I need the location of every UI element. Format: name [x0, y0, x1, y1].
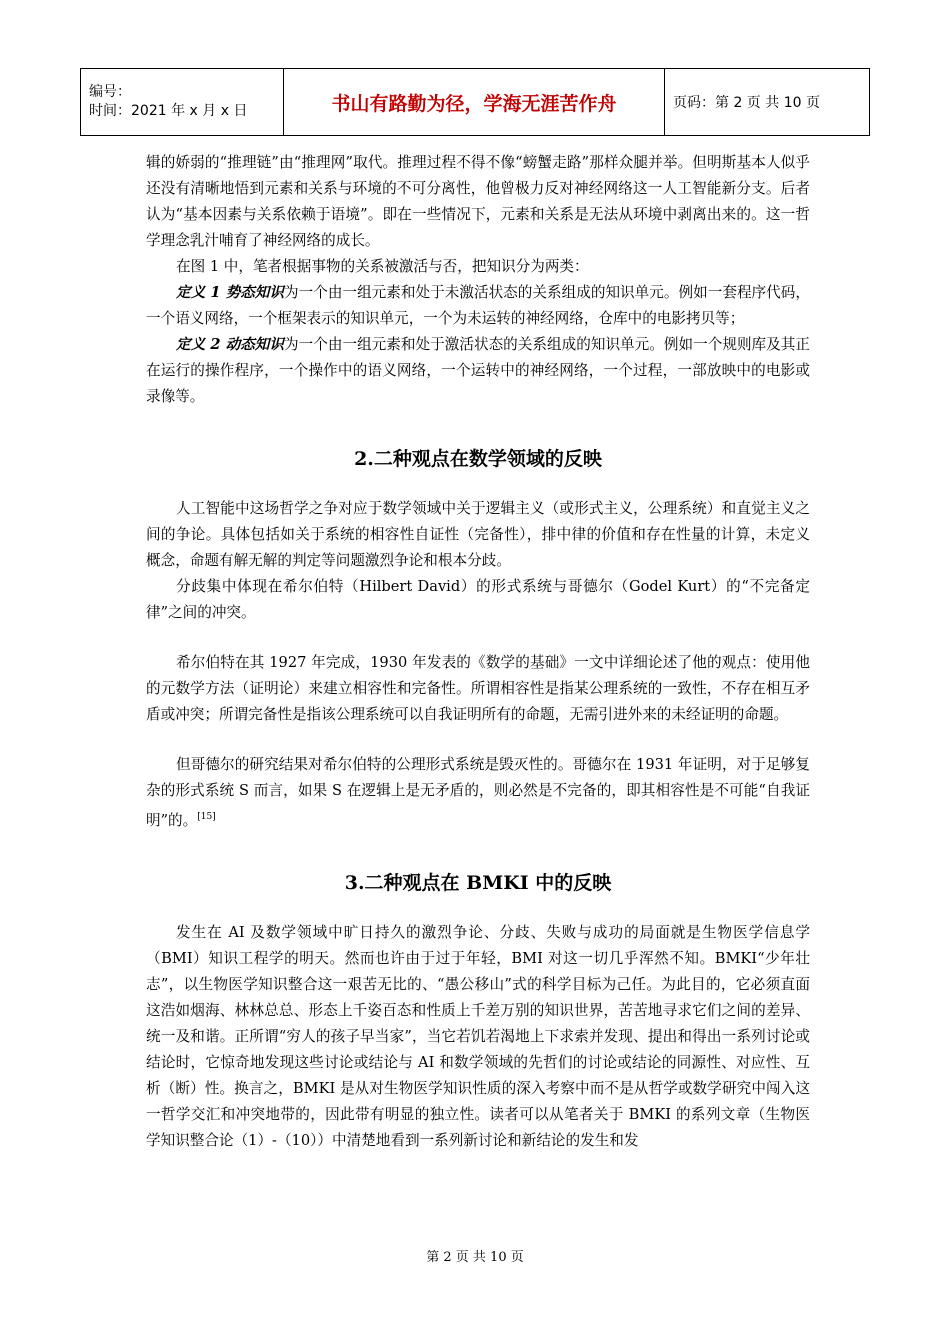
- definition-term: 定义 1 势态知识: [176, 284, 285, 301]
- paragraph: 希尔伯特在其 1927 年完成，1930 年发表的《数学的基础》一文中详细论述了他的观点：使用他的元数学方法（证明论）来建立相容性和完备性。所谓相容性是指某公理系统的一致性，不存在相互矛盾或冲突；所谓完备性是指该公理系统可以自我证明所有的命题，无需引进外来的未经证明的命题。: [146, 654, 810, 723]
- paragraph: 分歧集中体现在希尔伯特（Hilbert David）的形式系统与哥德尔（Godel Kurt）的“不完备定律”之间的冲突。: [146, 578, 810, 621]
- paragraph: 发生在 AI 及数学领域中旷日持久的激烈争论、分歧、失败与成功的局面就是生物医学信息学（BMI）知识工程学的明天。然而也许由于过于年轻，BMI 对这一切几乎浑然不知。BMKI“少年壮志”，以生物医学知识整合这一艰苦无比的、“愚公移山”式的科学目标为己任。为此目的，它必须直面这浩如烟海、林林总总、形态上千姿百态和性质上千差万别的知识世界，苦苦地寻求它们之间的差异、统一及和谐。正所谓“穷人的孩子早当家”，当它若饥若渴地上下求索并发现、提出和得出一系列讨论或结论时，它惊奇地发现这些讨论或结论与 AI 和数学领域的先哲们的讨论或结论的同源性、对应性、互析（断）性。换言之，BMKI 是从对生物医学知识性质的深入考察中而不是从哲学或数学研究中闯入这一哲学交汇和冲突地带的，因此带有明显的独立性。读者可以从笔者关于 BMKI 的系列文章（生物医学知识整合论（1）-（10））中清楚地看到一系列新讨论和新结论的发生和发: [146, 923, 810, 1149]
- header-motto: 书山有路勤为径，学海无涯苦作舟: [284, 69, 665, 136]
- paragraph: [146, 752, 810, 834]
- header-meta: [81, 69, 284, 136]
- page-header: [80, 68, 870, 136]
- paragraph: 在图 1 中，笔者根据事物的关系被激活与否，把知识分为两类：: [176, 258, 589, 275]
- paragraph-text: 但哥德尔的研究结果对希尔伯特的公理形式系统是毁灭性的。哥德尔在 1931 年证明，对于足够复杂的形式系统 S 而言，如果 S 在逻辑上是无矛盾的，则必然是不完备的，即其相容性是不可能“自我证明”的。: [146, 756, 810, 829]
- paragraph: 辑的娇弱的“推理链”由“推理网”取代。推理过程不得不像“螃蟹走路”那样众腿并举。但明斯基本人似乎还没有清晰地悟到元素和关系与环境的不可分离性，他曾极力反对神经网络这一人工智能新分支。后者认为“基本因素与关系依赖于语境”。即在一些情况下，元素和关系是无法从环境中剥离出来的。这一哲学理念乳汁哺育了神经网络的成长。: [146, 154, 810, 249]
- citation-reference[interactable]: [15]: [197, 812, 216, 822]
- header-page-number: 页码：第 2 页 共 10 页: [665, 69, 870, 136]
- document-date: 时间：2021 年 x 月 x 日: [89, 103, 248, 119]
- definition-text: 为一个由一组元素和处于激活状态的关系组成的知识单元。例如一个规则库及其正在运行的操作程序，一个操作中的语义网络，一个运转中的神经网络，一个过程，一部放映中的电影或录像等。: [146, 336, 810, 405]
- definition-text: 为一个由一组元素和处于未激活状态的关系组成的知识单元。例如一套程序代码，一个语义网络，一个框架表示的知识单元，一个为未运转的神经网络，仓库中的电影拷贝等；: [146, 284, 810, 327]
- definition-1: [146, 280, 810, 332]
- page-footer: 第 2 页 共 10 页: [426, 1250, 524, 1265]
- definition-2: [146, 332, 810, 410]
- definition-term: 定义 2 动态知识: [176, 336, 285, 353]
- section-heading-3: 3.二种观点在 BMKI 中的反映: [344, 871, 612, 894]
- document-number: 编号：: [89, 84, 131, 100]
- document-body: [146, 150, 810, 1154]
- section-heading-2: 2.二种观点在数学领域的反映: [354, 448, 602, 470]
- paragraph: 人工智能中这场哲学之争对应于数学领域中关于逻辑主义（或形式主义，公理系统）和直觉主义之间的争论。具体包括如关于系统的相容性自证性（完备性），排中律的价值和存在性量的计算，未定义概念，命题有解无解的判定等问题激烈争论和根本分歧。: [146, 500, 810, 569]
